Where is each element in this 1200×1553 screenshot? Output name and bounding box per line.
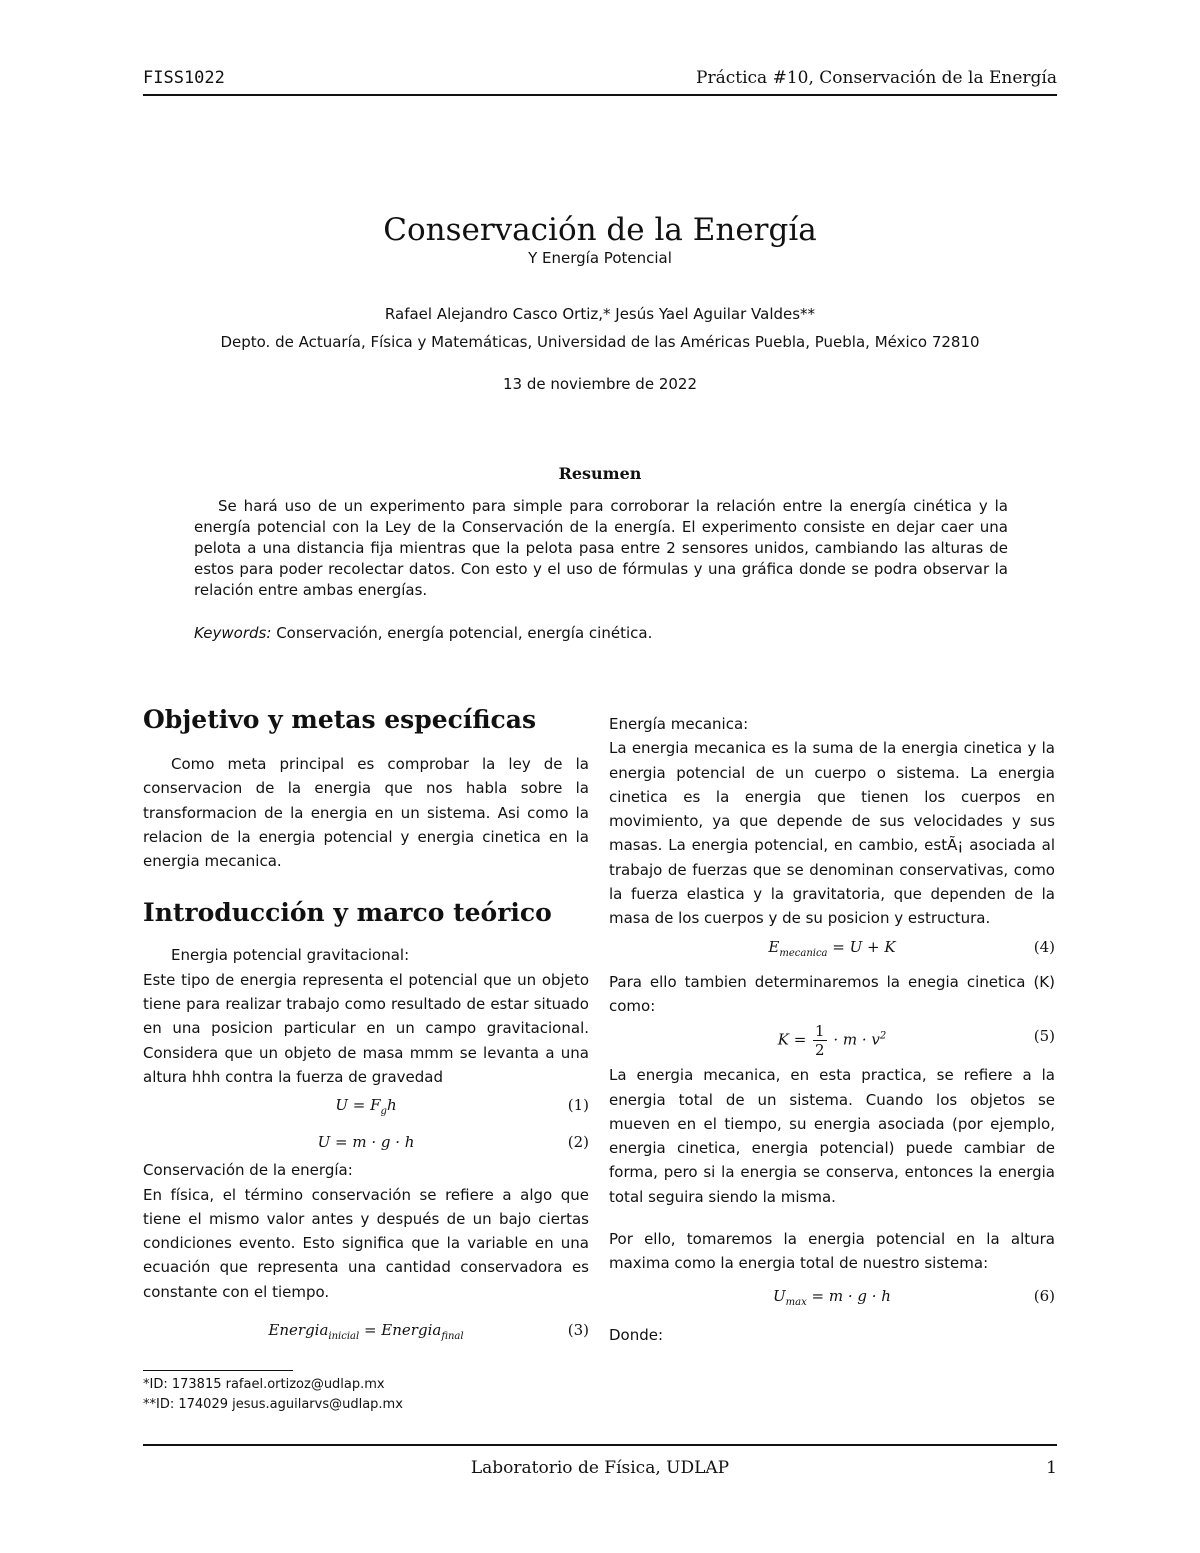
equation-number: (3): [567, 1321, 589, 1340]
footer-lab: Laboratorio de Física, UDLAP: [470, 1458, 730, 1478]
equation-1: $U = F_gh$ (1): [143, 1091, 589, 1126]
subheading-gravitational: Energia potencial gravitacional:: [171, 946, 410, 965]
equation-number: (2): [567, 1133, 589, 1152]
keywords: [194, 624, 1008, 642]
page-number: 1: [1046, 1458, 1057, 1478]
footnotes: [143, 1370, 589, 1415]
conservation-paragraph: En física, el término conservación se refiere a algo que tiene el mismo valor antes y después de un bajo ciertas condiciones evento. Esto significa que la variable en una ecuación que representa una cantidad conservadora es constante con el tiempo.: [143, 1185, 589, 1301]
affiliation: Depto. de Actuaría, Física y Matemáticas, Universidad de las Américas Puebla, Puebla, México 72810: [220, 333, 980, 351]
paper-title: Conservación de la Energía: [383, 212, 817, 248]
equation-number: (5): [1033, 1027, 1055, 1046]
equation-number: (6): [1033, 1286, 1055, 1305]
equation-2: U = m · g · h (2): [143, 1128, 589, 1156]
footnote-2: **ID: 174029 jesus.aguilarvs@udlap.mx: [143, 1397, 403, 1412]
subheading-conservation: Conservación de la energía:: [143, 1161, 353, 1180]
running-footer: [143, 1444, 1057, 1478]
mechanical-total-paragraph: La energia mecanica, en esta practica, se refiere a la energia total de un sistema. Cuando los objetos se mueven en el tiempo, su energia asociada (por ejemplo, energia cinetica, energia potencial) puede cambiar de forma, pero si la energia se conserva, entonces la energia total seguira siendo la misma.: [609, 1066, 1055, 1206]
equation-number: (4): [1033, 937, 1055, 956]
equation-6: $U_{max} = m \cdot g \cdot h$ (6): [609, 1282, 1055, 1317]
keywords-label: Keywords:: [194, 624, 272, 642]
total-energy-paragraph: Por ello, tomaremos la energia potencial en la altura maxima como la energia total de nuestro sistema:: [609, 1230, 1055, 1273]
where-label: Donde:: [609, 1325, 664, 1344]
subheading-mechanical: Energía mecanica:: [609, 715, 749, 733]
header-title: Práctica #10, Conservación de la Energía: [696, 68, 1057, 88]
date: 13 de noviembre de 2022: [503, 375, 697, 393]
footnote-rule: [143, 1370, 293, 1371]
abstract-text: Se hará uso de un experimento para simple para corroborar la relación entre la energía cinética y la energía potencial con la Ley de la Conservación de la energía. El experimento consiste en dejar caer una pelota a una distancia fija mientras que la pelota pasa entre 2 sensores unidos, cambiando las alturas de estos para poder recolectar datos. Con esto y el uso de fórmulas y una gráfica donde se podra observar la relación entre ambas energías.: [194, 497, 1008, 599]
equation-5: K = $\frac{1}{2}$ · $m \cdot v^2$ (5): [777, 1022, 1055, 1060]
course-code: FISS1022: [143, 68, 225, 88]
equation-4: $E_{mecanica} = U + K$ (4): [609, 933, 1055, 968]
objectives-paragraph: Como meta principal es comprobar la ley de la conservacion de la energia que nos habla sobre la transformacion de la energia en un sistema. Asi como la relacion de la energia potencial y energia cinetica en la energia mecanica.: [143, 755, 589, 871]
footnote-1: *ID: 173815 rafael.ortizoz@udlap.mx: [143, 1377, 385, 1392]
abstract-heading: Resumen: [558, 464, 642, 483]
mechanical-paragraph: La energia mecanica es la suma de la energia cinetica y la energia potencial de un cuerpo o sistema. La energia cinetica es la energia que tienen los cuerpos en movimiento, ya que depende de sus velocidades y sus masas. La energia potencial, en cambio, estÃ¡ asociada al trabajo de fuerzas que se denominan conservativas, como la fuerza elastica y la gravitatoria, que dependen de la masa de los cuerpos y de su posicion y estructura.: [609, 739, 1055, 928]
equation-number: (1): [567, 1096, 589, 1115]
right-column: [609, 712, 1055, 1347]
left-column: [143, 700, 589, 1353]
section-introduction: Introducción y marco teórico: [143, 898, 552, 928]
equation-3: Energia$_{inicial}$ = Energia$_{final}$ (3): [143, 1316, 589, 1351]
paper-subtitle: Y Energía Potencial: [528, 249, 672, 267]
keywords-text: Conservación, energía potencial, energía cinética.: [276, 624, 653, 642]
kinetic-intro: Para ello tambien determinaremos la enegia cinetica (K) como:: [609, 972, 1055, 1015]
authors: Rafael Alejandro Casco Ortiz,* Jesús Yael Aguilar Valdes**: [384, 305, 816, 323]
gravitational-paragraph: Este tipo de energia representa el potencial que un objeto tiene para realizar trabajo como resultado de estar situado en una posicion particular en un campo gravitacional. Considera que un objeto de masa mmm se levanta a una altura hhh contra la fuerza de gravedad: [143, 970, 589, 1086]
running-header: [143, 68, 1057, 96]
section-objectives: Objetivo y metas específicas: [143, 705, 537, 734]
